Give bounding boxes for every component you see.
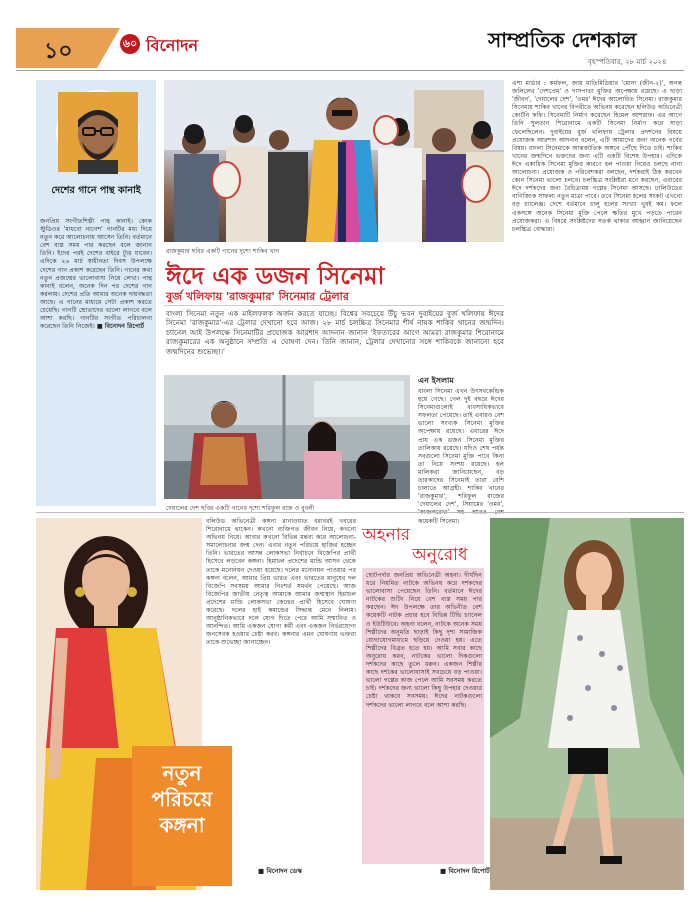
person-portrait-icon — [58, 92, 138, 172]
dance-scene-image — [164, 80, 504, 242]
bus-photo-caption: দেয়ালের দেশ ছবির একটি গানের দৃশ্যে শরিফুল রাজ ও বুবলী — [166, 505, 315, 512]
ahona-photo — [490, 518, 684, 890]
profile-byline: বিনোদন রিপোর্ট — [104, 323, 145, 331]
ahona-byline-text: বিনোদন রিপোর্ট — [448, 867, 490, 875]
ahona-title-part2: অনুরোধ — [412, 545, 468, 565]
bus-scene-image — [164, 375, 410, 499]
lead-divider — [164, 305, 504, 306]
section-logo-icon: ৬০ — [120, 34, 140, 54]
profile-headline: দেশের গানে পান্থ কানাই — [51, 185, 141, 196]
profile-body-text: জনপ্রিয় সংগীতশিল্পী পান্থ কানাই। কোক স্টুডিওর 'মাধবো নাগেশ' গানটির মধ্য দিয়ে নতুন করে আলোচনায় আসেন তিনি। বর্তমানে বেশ ব্যস্ত সময় পার করছেন বলে জানান তিনি। ইদের পরই দেশের বাইরে ট্যুর যাবেন। এদিকে ২৬ মার্চ স্বাধীনতা দিবস উপলক্ষে দেশের গান প্রকাশ করেছেন তিনি। গানের কথা নতুন প্রজন্মের ভালোবাসা নিয়ে লেখা। পান্থ কানাই বলেন, অনেক দিন পর দেশের গান করলাম। দেশের প্রতি আমার অনেক দায়বদ্ধতা আছে। এ গানের মাধ্যমে সেটা প্রকাশ করতে চেয়েছি। গানটি শ্রোতাদের ভালো লাগবে বলে আশা করছি। গানটির সংগীত পরিচালনা করেছেন তিনি নিজেই। — [40, 218, 152, 331]
lead-body-continued: এশা মার্ডার : কর্মফল, জায় মাতিমিডিয়ার 'মোনা (জীন-২)', অনন্ত জলিলের 'দেশপ্রেম' ও দাসপাতা মুক্তির অপেক্ষায় রয়েছে। এ ছাড়া 'জীবন', 'দেয়ালের দেশ', 'ওমর' ঈদের আলোচিত সিনেমা। রাজকুমার সিনেমায় শাকিব খানের বিপরীতে অভিনয় করেছেন হলিউড অভিনেত্রী কোর্টনি কফি। সিনেমাটি নির্মাণ করেছেন হিমেল আশরাফ। এর আগে তিনি সুলতান শিরোনামে একটি সিনেমা নির্মাণ করে সাড়া ফেলেছিলেন। দুবাইয়ের বুর্জ খলিফায় ট্রেলার প্রদর্শনের বিষয়ে প্রযোজক আরশাদ আদনান বলেন, এটি আমাদের জন্য অনেক গর্বের বিষয়। বাংলা সিনেমাকে আন্তর্জাতিক অঙ্গনে পৌঁছে দিতে চাই। শাকিব খানের জন্মদিনে ভক্তদের জন্য এটি একটি বিশেষ উপহার। এদিকে ঈদে একাধিক সিনেমা মুক্তির কারণে হল পাওয়া নিয়েও চলছে নানা আলোচনা। প্রযোজক ও পরিবেশকরা বলছেন, দর্শকরাই ঠিক করবেন কোন সিনেমা ভালো চলবে। চলচ্চিত্র সংশ্লিষ্টরা মনে করছেন, এবারের ঈদে দর্শকদের জন্য বৈচিত্র্যময় গল্পের সিনেমা আসছে। ঢালিউডের বাণিজ্যিক সাফল্য নতুন মাত্রা পাবে। তবে সিনেমা হলের সংকট এখনো বড় চ্যালেঞ্জ। দেশে বর্তমানে চালু হলের সংখ্যা খুবই কম। ফলে একসঙ্গে অনেক সিনেমা মুক্তি পেলে ক্ষতির মুখে পড়তে পারেন প্রযোজকরা। এ বিষয়ে সংশ্লিষ্টদের সতর্ক থাকার আহ্বান জানিয়েছেন চলচ্চিত্র বোদ্ধারা। — [512, 80, 682, 233]
kangana-body: বলিউড অভিনেত্রী কঙ্গনা রানাওয়াত বরাবরই খবরের শিরোনামে থাকেন। কখনো ব্যক্তিগত জীবন নিয়ে, কখনো অভিনয় নিয়ে। আবার কখনো বিভিন্ন মন্তব্য করে আলোচনা-সমালোচনার জন্ম দেন। এবার নতুন পরিচয়ে হাজির হচ্ছেন তিনি। ভারতের আসন্ন লোকসভা নির্বাচনে বিজেপির প্রার্থী হিসেবে লড়বেন কঙ্গনা। হিমাচল প্রদেশের মান্ডি আসন থেকে তাকে মনোনয়ন দেওয়া হয়েছে। দলের মনোনয়ন পাওয়ার পর কঙ্গনা বলেন, আমার প্রিয় ভারত এবং ভারতের মানুষের দল বিজেপি সবসময় আমার নিঃশর্ত সমর্থন পেয়েছে। আজ বিজেপির জাতীয় নেতৃত্ব আমাকে আমার জন্মস্থান হিমাচল প্রদেশের মান্ডি লোকসভা কেন্দ্রের প্রার্থী হিসেবে ঘোষণা করেছে। দলের হাই কমান্ডের সিদ্ধান্ত মেনে নিলাম। আনুষ্ঠানিকভাবে দলে যোগ দিতে পেরে আমি সম্মানিত ও আনন্দিত। আমি একজন যোগ্য কর্মী এবং একজন নির্ভরযোগ্য জনসেবক হওয়ার চেষ্টা করব। কঙ্গনার এমন ঘোষণায় ভক্তরা তাকে শুভেচ্ছা জানাচ্ছেন। — [206, 518, 356, 647]
newspaper-title: সাম্প্রতিক দেশকাল — [488, 28, 637, 52]
woman-in-dress-image — [490, 518, 684, 890]
bus-scene-photo — [164, 375, 410, 499]
section-title: বিনোদন — [146, 36, 199, 55]
section-divider — [36, 512, 684, 513]
lead-intro: বাংলা সিনেমা নতুন এক মাইলফলক অর্জন করতে যাচ্ছে। বিশ্বের সবচেয়ে উঁচু ভবন দুবাইয়ের বুর্জ খলিফায় ঈদের সিনেমা 'রাজকুমার'-এর ট্রেলার দেখানো হবে আজ। ২৮ মার্চ চলচ্চিত্র সিনেমার শীর্ষ নায়ক শাকিব খানের জন্মদিন। চ্যানেল আই উপলক্ষে সিনেমাটির প্রযোজক আরশাদ আদনান জানান 'ইফতারের আগে আমরা রাজকুমার শিরোনামে রাজকুমারের এক অনুষ্ঠানে সম্প্রতি এ ঘোষণা দেন। তিনি জানান, ট্রেলার দেখানোর সঙ্গে শাকিবকে জানানো হবে জন্মদিনের শুভেচ্ছা।' — [166, 309, 504, 356]
lead-body: বাংলা সিনেমা এখন উৎসবকেন্দ্রিক হয়ে গেছে। গেল দুই বছরে ঈদের সিনেমাগুলোই ব্যবসায়িকভাবে সফলতা পেয়েছে। তাই এবারও বেশ ভালো সংখ্যক সিনেমা মুক্তির অপেক্ষায় রয়েছে। এবারের ঈদে প্রায় এক ডজন সিনেমা মুক্তির তালিকায় রয়েছে। যদিও শেষ পর্যন্ত সবগুলো সিনেমা মুক্তি পাবে কিনা তা নিয়ে সংশয় রয়েছে। হল মালিকরা জানিয়েছেন, বড় তারকাদের সিনেমাই তারা বেশি চালাতে আগ্রহী। শাকিব খানের 'রাজকুমার', শরিফুল রাজের 'দেয়ালের দেশ', সিয়ামের 'ওমর', কয়েকটি সিনেমা। — [418, 388, 504, 525]
ahona-title-part1: অহনার — [362, 525, 411, 545]
page-number: ১০ — [44, 39, 73, 64]
lead-subheadline: বুর্জ খলিফায় 'রাজকুমার' সিনেমার ট্রেলার — [166, 290, 349, 303]
ahona-body: ছোটপর্দার জনপ্রিয় অভিনেত্রী অহনা। দীর্ঘদিন ধরে নিয়মিত নাটকে অভিনয় করে দর্শকদের ভালোবাসা পেয়েছেন তিনি। বর্তমানে ঈদের নাটকের শুটিং নিয়ে বেশ ব্যস্ত সময় পার করছেন। ঈদ উপলক্ষে তার অভিনীত বেশ কয়েকটি নাটক প্রচার হবে বিভিন্ন টিভি চ্যানেল ও ইউটিউবে। অহনা বলেন, নাটকে অনেক সময় শিল্পীদের অনুমতি ছাড়াই কিছু দৃশ্য সামাজিক যোগাযোগমাধ্যমে ছড়িয়ে দেওয়া হয়। এতে শিল্পীদের বিব্রত হতে হয়। আমি সবার কাছে অনুরোধ করব, নাটকের ভালো দিকগুলো দর্শকদের কাছে তুলে ধরুন। একজন শিল্পীর কাছে দর্শকের ভালোবাসাই সবচেয়ে বড় পাওয়া। ভালো গল্পের কাজ পেলে আমি সবসময় করতে চাই। দর্শকদের জন্য ভালো কিছু উপহার দেওয়ার চেষ্টা থাকবে সবসময়। ঈদের নাটকগুলো দর্শকদের ভালো লাগবে বলে আশা করছি। — [366, 572, 482, 709]
lead-headline: ঈদে এক ডজন সিনেমা — [166, 261, 385, 290]
lead-photo-caption: রাজকুমার ছবির একটি গানের দৃশ্যে শাকিব খান — [166, 248, 280, 255]
lead-photo — [164, 80, 504, 242]
profile-body: জনপ্রিয় সংগীতশিল্পী পান্থ কানাই। কোক স্টুডিওর 'মাধবো নাগেশ' গানটির মধ্য দিয়ে নতুন করে আলোচনায় আসেন তিনি। বর্তমানে বেশ ব্যস্ত সময় পার করছেন বলে জানান তিনি। ইদের পরই দেশের বাইরে ট্যুর যাবেন। এদিকে ২৬ মার্চ স্বাধীনতা দিবস উপলক্ষে দেশের গান প্রকাশ করেছেন তিনি। গানের কথা নতুন প্রজন্মের ভালোবাসা নিয়ে লেখা। পান্থ কানাই বলেন, অনেক দিন পর দেশের গান করলাম। দেশের প্রতি আমার অনেক দায়বদ্ধতা আছে। এ গানের মাধ্যমে সেটা প্রকাশ করতে চেয়েছি। গানটি শ্রোতাদের ভালো লাগবে বলে আশা করছি। গানটির সংগীত পরিচালনা করেছেন তিনি নিজেই। ■ বিনোদন রিপোর্ট — [40, 218, 152, 331]
issue-date: বৃহস্পতিবার, ২৮ মার্চ ২০২৪ — [588, 58, 667, 66]
kangana-byline: ■ বিনোদন ডেস্ক — [258, 867, 302, 875]
lead-byline: এন ইসলাম — [418, 375, 454, 385]
ahona-byline: ■ বিনোদন রিপোর্ট — [440, 867, 490, 875]
kangana-title: নতুন পরিচয়ে কঙ্গনা — [151, 761, 213, 837]
avatar — [56, 90, 140, 174]
header-divider — [16, 70, 684, 71]
kangana-byline-text: বিনোদন ডেস্ক — [266, 867, 302, 875]
